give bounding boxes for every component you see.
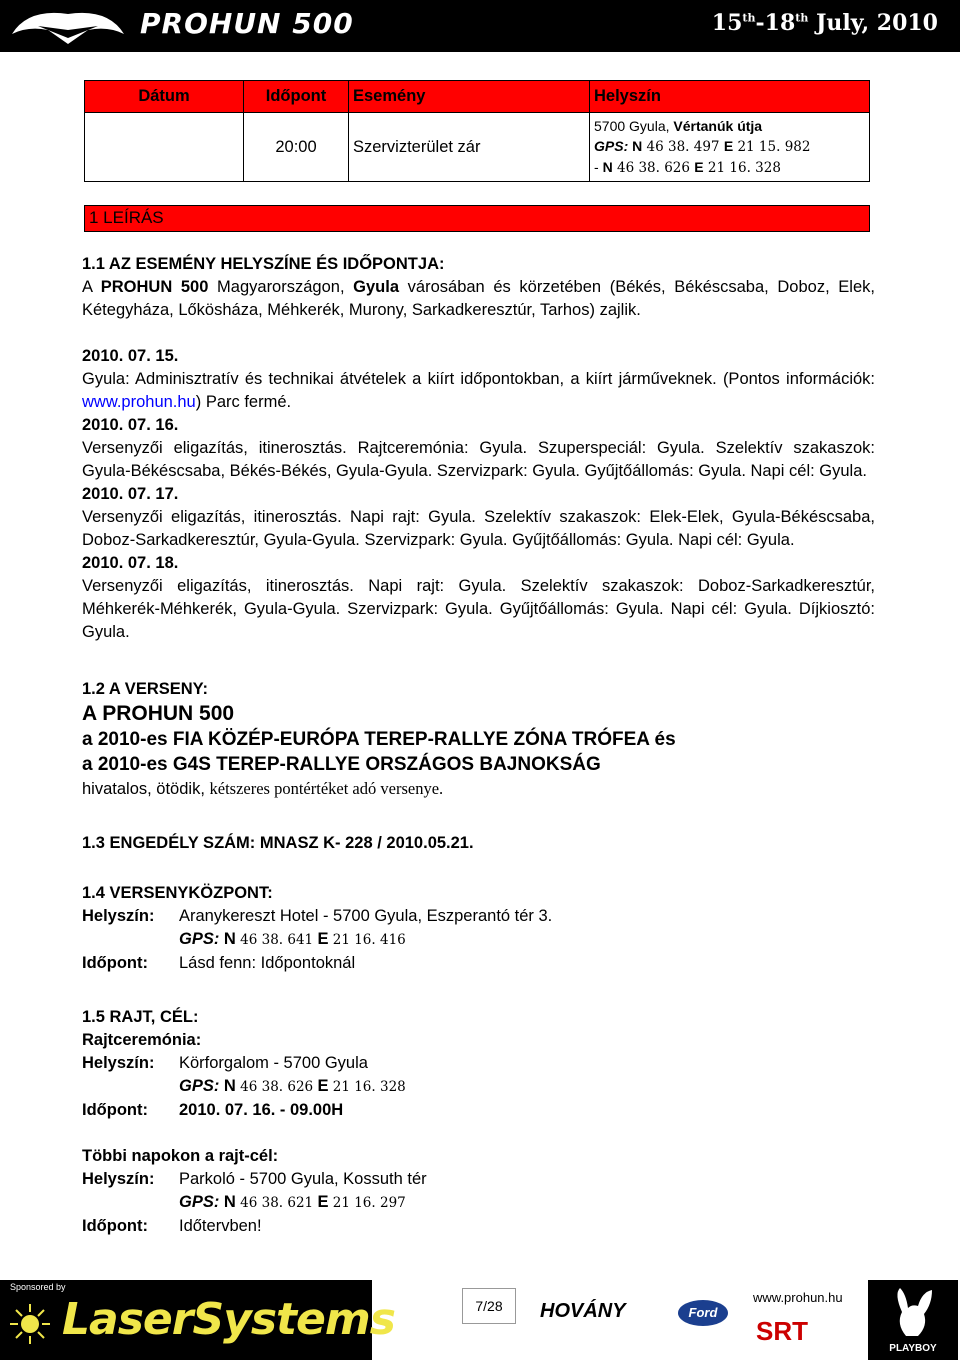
date-2010-07-15: 2010. 07. 15. <box>82 347 179 365</box>
hq-place-row: Helyszín: Aranykereszt Hotel - 5700 Gyula, Eszperantó tér 3. <box>82 907 553 925</box>
col-date: Dátum <box>85 81 244 113</box>
ceremony-label: Rajtceremónia: <box>82 1031 202 1049</box>
paragraph-day-15: Gyula: Adminisztratív és technikai átvételek a kiírt időpontokban, a kiírt járműveknek. (Pontos információk: www.prohun.hu) Parc fermé. <box>82 370 875 411</box>
race-note: hivatalos, ötödik, kétszeres pontértéket adó versenye. <box>82 779 444 798</box>
hq-gps-row: GPS: N 46 38. 641 E 21 16. 416 <box>179 930 406 948</box>
prohun-link[interactable]: www.prohun.hu <box>82 393 196 411</box>
heading-1-2: 1.2 A VERSENY: <box>82 680 208 698</box>
footer-web-link[interactable]: www.prohun.hu <box>753 1290 843 1305</box>
cell-event: Szervizterület zár <box>349 113 590 182</box>
start-gps-row: GPS: N 46 38. 626 E 21 16. 328 <box>179 1077 406 1095</box>
event-table <box>84 80 870 182</box>
rally-logo-icon <box>8 4 128 48</box>
lasersystems-logo: LaserSystems <box>62 1294 395 1345</box>
cell-time: 20:00 <box>244 113 349 182</box>
race-name: A PROHUN 500 <box>82 702 235 725</box>
table-row <box>85 113 870 182</box>
playboy-logo: PLAYBOY <box>868 1280 958 1360</box>
paragraph-day-18: Versenyzői eligazítás, itinerosztás. Napi rajt: Gyula. Szelektív szakaszok: Doboz-Sarkadkeresztúr, Méhkerék-Méhkerék, Gyula-Gyula. Szervizpark: Gyula. Gyűjtőállomás: Gyula. Napi cél: Gyula. Díjkiosztó: Gyula. <box>82 577 875 641</box>
paragraph-day-17: Versenyzői eligazítás, itinerosztás. Napi rajt: Gyula. Szelektív szakaszok: Elek-Elek, Gyula-Békéscsaba, Doboz-Sarkadkeresztúr, Gyula-Gyula. Szervizpark: Gyula. Gyűjtőállomás: Gyula. Napi cél: Gyula. <box>82 508 875 549</box>
hq-time-row: Időpont: Lásd fenn: Időpontoknál <box>82 954 356 972</box>
race-trophy: a 2010-es FIA KÖZÉP-EURÓPA TEREP-RALLYE ZÓNA TRÓFEA és <box>82 729 676 750</box>
cell-place: 5700 Gyula, Vértanúk útja GPS: N 46 38. 497 E 21 15. 982 - N 46 38. 626 E 21 16. 328 <box>590 113 870 182</box>
race-championship: a 2010-es G4S TEREP-RALLYE ORSZÁGOS BAJNOKSÁG <box>82 754 601 775</box>
page-footer <box>0 1280 960 1360</box>
heading-1-4: 1.4 VERSENYKÖZPONT: <box>82 884 273 902</box>
heading-1-5: 1.5 RAJT, CÉL: <box>82 1008 199 1026</box>
col-time: Időpont <box>244 81 349 113</box>
sponsor-banner <box>0 1280 395 1360</box>
date-2010-07-17: 2010. 07. 17. <box>82 485 179 503</box>
table-header-row <box>85 81 870 113</box>
start-place-row: Helyszín: Körforgalom - 5700 Gyula <box>82 1054 368 1072</box>
page-header <box>0 0 960 52</box>
hovany-logo: HOVÁNY <box>540 1300 626 1322</box>
start-time-row: Időpont: 2010. 07. 16. - 09.00H <box>82 1101 344 1119</box>
paragraph-intro: A PROHUN 500 Magyarországon, Gyula városában és körzetében (Békés, Békéscsaba, Doboz, Elek, Kétegyháza, Lőkösháza, Méhkerék, Murony, Sarkadkeresztúr, Tarhos) zajlik. <box>82 278 875 319</box>
paragraph-day-16: Versenyzői eligazítás, itinerosztás. Rajtceremónia: Gyula. Szuperspeciál: Gyula. Szelektív szakaszok: Gyula-Békéscsaba, Békés-Békés, Gyula-Gyula. Szervizpark: Gyula. Gyűjtőállomás: Gyula. Napi cél: Gyula. <box>82 439 875 480</box>
ford-logo: Ford <box>678 1300 728 1326</box>
col-place: Helyszín <box>590 81 870 113</box>
section-title: 1 LEÍRÁS <box>89 208 164 227</box>
other-gps-row: GPS: N 46 38. 621 E 21 16. 297 <box>179 1193 406 1211</box>
date-2010-07-18: 2010. 07. 18. <box>82 554 179 572</box>
heading-1-3: 1.3 ENGEDÉLY SZÁM: MNASZ K- 228 / 2010.05.21. <box>82 834 474 852</box>
bunny-icon <box>888 1284 938 1340</box>
event-title: PROHUN 500 <box>140 7 354 40</box>
heading-1-1: 1.1 AZ ESEMÉNY HELYSZÍNE ÉS IDŐPONTJA: <box>82 255 445 273</box>
col-event: Esemény <box>349 81 590 113</box>
section-title-bar <box>84 205 870 232</box>
srt-logo: SRT <box>756 1316 808 1346</box>
other-place-row: Helyszín: Parkoló - 5700 Gyula, Kossuth tér <box>82 1170 427 1188</box>
page-number: 7/28 <box>462 1288 516 1324</box>
date-2010-07-16: 2010. 07. 16. <box>82 416 179 434</box>
sponsored-by-label: Sponsored by <box>10 1282 66 1292</box>
document-body <box>82 253 875 1238</box>
other-days-label: Többi napokon a rajt-cél: <box>82 1147 279 1165</box>
cell-date <box>85 113 244 182</box>
other-time-row: Időpont: Időtervben! <box>82 1217 262 1235</box>
event-date: 15th-18th July, 2010 <box>711 10 938 36</box>
sun-icon <box>8 1302 52 1346</box>
